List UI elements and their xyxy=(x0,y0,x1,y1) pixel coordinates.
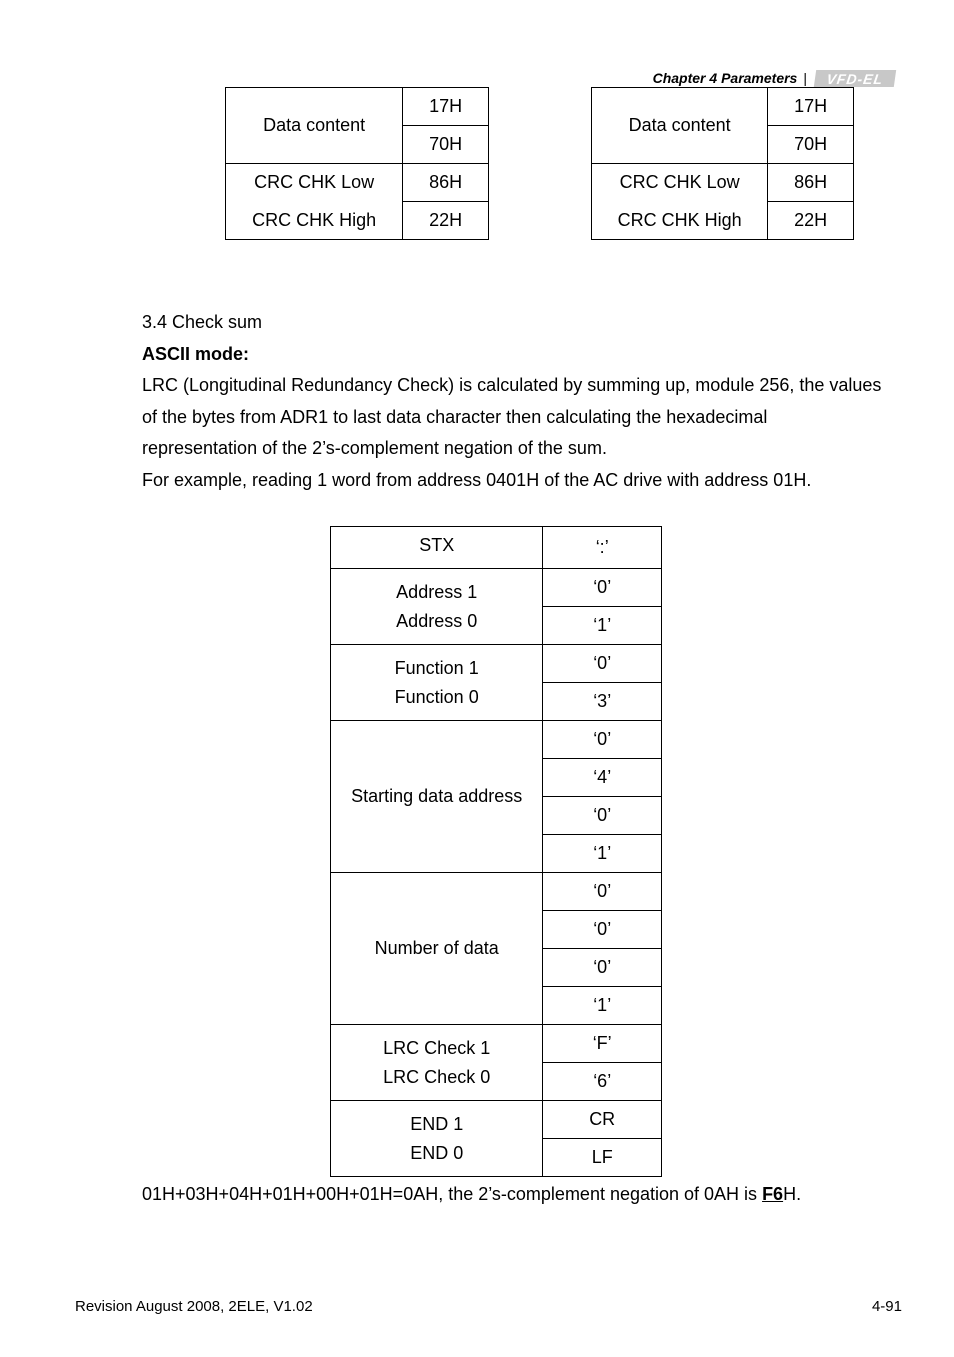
mode-heading: ASCII mode: xyxy=(142,344,250,364)
end-labels xyxy=(331,1101,543,1177)
data-content-label: Data content xyxy=(592,88,768,164)
result-highlight: F6 xyxy=(762,1184,784,1204)
function-value: ‘3’ xyxy=(543,683,662,721)
crc-low-label: CRC CHK Low xyxy=(226,164,403,202)
number-value: ‘0’ xyxy=(543,949,662,987)
end-1-label: END 1 xyxy=(410,1113,464,1134)
data-value: 17H xyxy=(403,88,489,126)
address-value: ‘0’ xyxy=(543,569,662,607)
lrc-1-label: LRC Check 1 xyxy=(383,1037,491,1058)
result-line xyxy=(142,1184,801,1205)
number-value: ‘1’ xyxy=(543,987,662,1025)
lrc-value: ‘F’ xyxy=(543,1025,662,1063)
lrc-labels xyxy=(331,1025,543,1101)
crc-high-value: 22H xyxy=(768,202,854,240)
address-value: ‘1’ xyxy=(543,607,662,645)
data-content-label: Data content xyxy=(226,88,403,164)
address-1-label: Address 1 xyxy=(396,581,478,602)
header-separator: | xyxy=(803,70,807,86)
ascii-frame-table xyxy=(330,526,662,1177)
address-0-label: Address 0 xyxy=(396,610,478,631)
end-value: LF xyxy=(543,1139,662,1177)
paragraph-line: of the bytes from ADR1 to last data character then calculating the hexadecimal xyxy=(142,407,768,427)
crc-low-value: 86H xyxy=(768,164,854,202)
start-value: ‘1’ xyxy=(543,835,662,873)
address-labels xyxy=(331,569,543,645)
data-value: 70H xyxy=(403,126,489,164)
start-value: ‘4’ xyxy=(543,759,662,797)
stx-label: STX xyxy=(331,527,543,569)
number-of-data-label: Number of data xyxy=(331,873,543,1025)
start-value: ‘0’ xyxy=(543,797,662,835)
crc-low-value: 86H xyxy=(403,164,489,202)
end-0-label: END 0 xyxy=(410,1142,464,1163)
lrc-0-label: LRC Check 0 xyxy=(383,1066,491,1087)
page-number: 4-91 xyxy=(871,1298,902,1315)
function-labels xyxy=(331,645,543,721)
start-value: ‘0’ xyxy=(543,721,662,759)
number-value: ‘0’ xyxy=(543,911,662,949)
data-value: 70H xyxy=(768,126,854,164)
crc-table-right xyxy=(591,87,854,240)
data-value: 17H xyxy=(768,88,854,126)
paragraph-line: representation of the 2’s-complement negation of the sum. xyxy=(142,438,607,458)
number-value: ‘0’ xyxy=(543,873,662,911)
function-1-label: Function 1 xyxy=(394,657,479,678)
example-text: For example, reading 1 word from address 0401H of the AC drive with address 01H. xyxy=(142,470,812,490)
crc-high-label: CRC CHK High xyxy=(592,202,768,240)
crc-table-left xyxy=(225,87,489,240)
crc-high-label: CRC CHK High xyxy=(226,202,403,240)
paragraph-line: LRC (Longitudinal Redundancy Check) is calculated by summing up, module 256, the values xyxy=(142,375,882,395)
function-value: ‘0’ xyxy=(543,645,662,683)
footer-revision: Revision August 2008, 2ELE, V1.02 xyxy=(75,1298,313,1315)
function-0-label: Function 0 xyxy=(394,686,479,707)
result-prefix: 01H+03H+04H+01H+00H+01H=0AH, the 2’s-complement negation of 0AH is xyxy=(142,1184,763,1204)
end-value: CR xyxy=(543,1101,662,1139)
crc-low-label: CRC CHK Low xyxy=(592,164,768,202)
section-heading: 3.4 Check sum xyxy=(142,312,263,332)
starting-address-label: Starting data address xyxy=(331,721,543,873)
lrc-value: ‘6’ xyxy=(543,1063,662,1101)
brand-logo: VFD-EL xyxy=(814,70,896,87)
chapter-title: Chapter 4 Parameters xyxy=(652,70,798,86)
stx-value: ‘:’ xyxy=(543,527,662,569)
crc-high-value: 22H xyxy=(403,202,489,240)
result-suffix: H. xyxy=(783,1184,802,1204)
